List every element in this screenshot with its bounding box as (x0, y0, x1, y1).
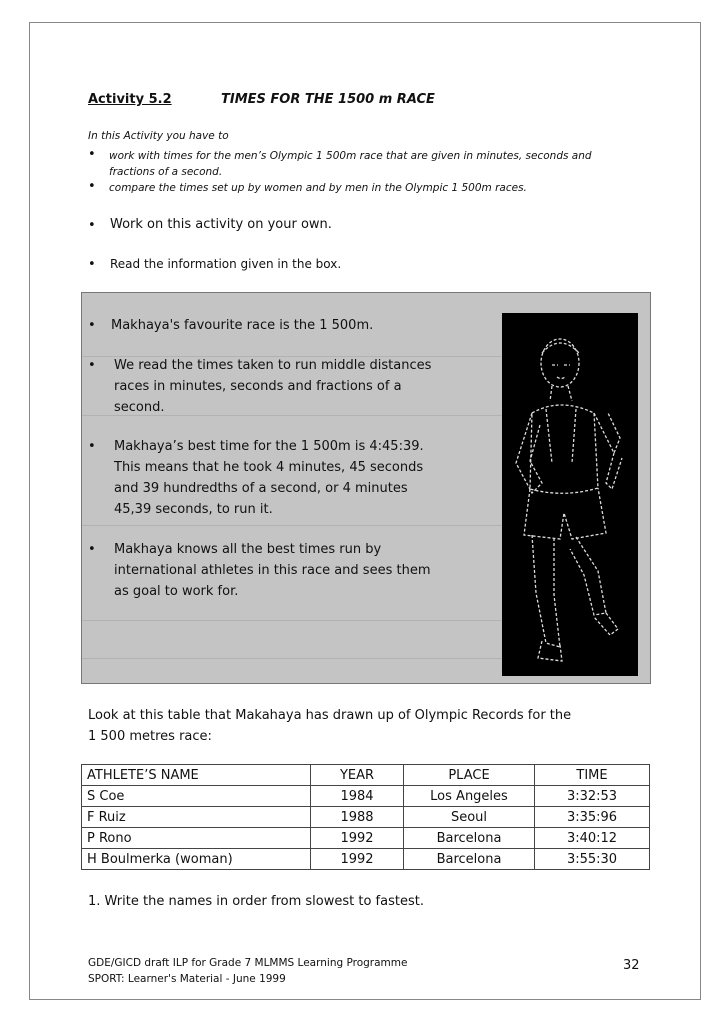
box-line: second. (114, 400, 165, 415)
info-box (81, 292, 651, 684)
footer (88, 955, 407, 987)
record-time: 3:55:30 (535, 849, 650, 870)
record-year: 1992 (311, 828, 404, 849)
table-row (82, 807, 650, 828)
header-place: PLACE (404, 765, 535, 786)
intro-bullet-1-cont: fractions of a second. (109, 166, 223, 178)
activity-title: TIMES FOR THE 1500 m RACE (221, 92, 435, 107)
intro-lead: In this Activity you have to (88, 130, 229, 142)
divider (82, 658, 502, 659)
olympic-records-table (81, 764, 650, 870)
box-line: 45,39 seconds, to run it. (114, 502, 273, 517)
record-place: Los Angeles (404, 786, 535, 807)
instruction-read: Read the information given in the box. (110, 257, 342, 271)
footer-line-1: GDE/GICD draft ILP for Grade 7 MLMMS Learning Programme (88, 957, 408, 969)
box-line: and 39 hundredths of a second, or 4 minutes (114, 481, 408, 496)
box-item-1 (111, 315, 373, 336)
footer-line-2: SPORT: Learner's Material - June 1999 (88, 973, 286, 985)
record-year: 1992 (311, 849, 404, 870)
athlete-name: F Ruiz (82, 807, 311, 828)
box-line: races in minutes, seconds and fractions of a (114, 379, 402, 394)
box-item-2 (114, 355, 431, 418)
bullet-icon: • (88, 318, 96, 333)
box-line: as goal to work for. (114, 584, 239, 599)
athlete-name: H Boulmerka (woman) (82, 849, 311, 870)
bullet-icon: • (88, 439, 96, 454)
athlete-name: S Coe (82, 786, 311, 807)
table-intro-line: 1 500 metres race: (88, 729, 212, 744)
record-time: 3:35:96 (535, 807, 650, 828)
header-year: YEAR (311, 765, 404, 786)
box-item-4 (114, 539, 430, 602)
record-place: Barcelona (404, 849, 535, 870)
table-header-row (82, 765, 650, 786)
box-item-3 (114, 436, 424, 520)
box-line: international athletes in this race and sees them (114, 563, 431, 578)
table-row (82, 849, 650, 870)
bullet-icon: • (88, 179, 96, 194)
activity-label: Activity 5.2 (88, 92, 172, 107)
page-number: 32 (623, 958, 640, 973)
table-row (82, 828, 650, 849)
divider (82, 620, 502, 621)
record-place: Barcelona (404, 828, 535, 849)
record-year: 1984 (311, 786, 404, 807)
instruction-own: Work on this activity on your own. (110, 217, 332, 232)
intro-bullet-1: work with times for the men’s Olympic 1 500m race that are given in minutes, seconds and (109, 150, 592, 162)
bullet-icon: • (88, 218, 96, 233)
bullet-icon: • (88, 358, 96, 373)
runner-outline-icon (502, 313, 638, 676)
athlete-name: P Rono (82, 828, 311, 849)
question-1: 1. Write the names in order from slowest to fastest. (88, 894, 424, 909)
box-line: Makhaya's favourite race is the 1 500m. (111, 318, 374, 333)
bullet-icon: • (88, 542, 96, 557)
divider (82, 525, 502, 526)
header-athlete: ATHLETE’S NAME (82, 765, 311, 786)
box-line: Makhaya knows all the best times run by (114, 542, 382, 557)
table-row (82, 786, 650, 807)
intro-bullet-2: compare the times set up by women and by men in the Olympic 1 500m races. (109, 182, 527, 194)
bullet-icon: • (88, 257, 96, 272)
box-line: We read the times taken to run middle distances (114, 358, 432, 373)
bullet-icon: • (88, 147, 96, 162)
table-intro-line: Look at this table that Makahaya has drawn up of Olympic Records for the (88, 708, 572, 723)
record-year: 1988 (311, 807, 404, 828)
record-place: Seoul (404, 807, 535, 828)
table-intro (88, 705, 648, 747)
record-time: 3:32:53 (535, 786, 650, 807)
record-time: 3:40:12 (535, 828, 650, 849)
header-time: TIME (535, 765, 650, 786)
box-line: This means that he took 4 minutes, 45 seconds (114, 460, 424, 475)
box-line: Makhaya’s best time for the 1 500m is 4:45:39. (114, 439, 424, 454)
runner-image (502, 313, 638, 676)
